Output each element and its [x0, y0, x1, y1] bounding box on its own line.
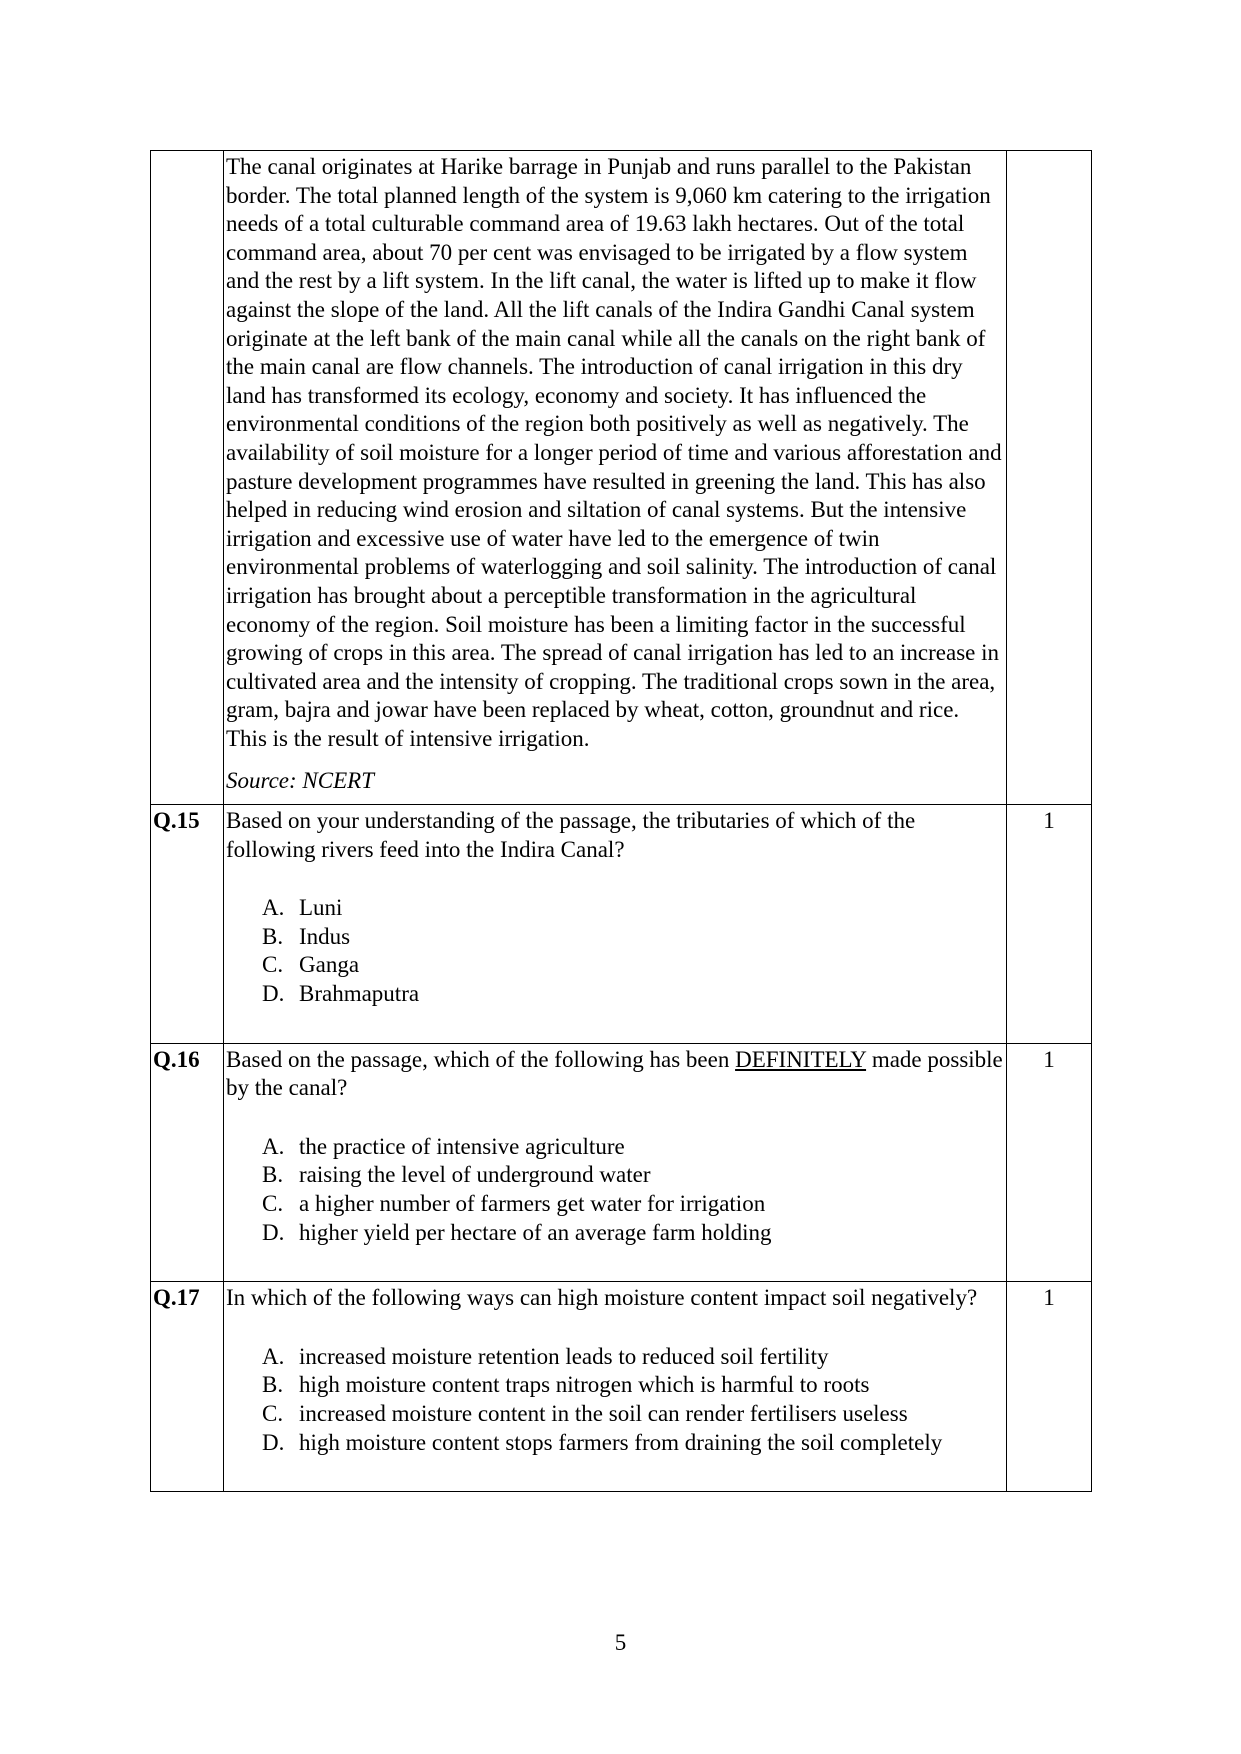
passage-source: Source: NCERT — [226, 768, 374, 794]
option-a — [262, 894, 1004, 923]
question-marks: 1 — [1007, 1043, 1092, 1282]
option-text: high moisture content stops farmers from draining the soil completely — [299, 1429, 943, 1455]
question-body — [224, 805, 1007, 1044]
option-text: higher yield per hectare of an average farm holding — [299, 1219, 772, 1245]
question-row-q15 — [151, 805, 1092, 1044]
option-text: increased moisture content in the soil can render fertilisers useless — [299, 1400, 908, 1426]
passage-marks-cell — [1007, 151, 1092, 805]
option-c — [262, 1190, 1004, 1219]
question-row-q16 — [151, 1043, 1092, 1282]
option-a — [262, 1343, 1004, 1372]
option-letter: A. — [262, 1343, 285, 1369]
question-text: Based on your understanding of the passage, the tributaries of which of the following rivers feed into the Indira Canal? — [226, 808, 916, 862]
question-emphasis-word: DEFINITELY — [735, 1046, 867, 1072]
option-letter: A. — [262, 1133, 285, 1159]
option-list — [226, 1133, 1004, 1247]
option-letter: D. — [262, 1429, 285, 1455]
question-text-after: made possible by the canal? — [226, 1046, 1003, 1101]
question-row-q17 — [151, 1282, 1092, 1492]
option-letter: C. — [262, 952, 284, 978]
option-c — [262, 1400, 1004, 1429]
question-text — [226, 1046, 1004, 1103]
option-text: high moisture content traps nitrogen which is harmful to roots — [299, 1372, 870, 1398]
option-a — [262, 1133, 1004, 1162]
option-text: raising the level of underground water — [299, 1162, 651, 1188]
question-number: Q.15 — [151, 805, 224, 1044]
option-letter: C. — [262, 1400, 284, 1426]
option-text: Luni — [299, 895, 343, 921]
option-b — [262, 1161, 1004, 1190]
option-letter: B. — [262, 1162, 284, 1188]
option-d — [262, 1429, 1004, 1458]
question-marks: 1 — [1007, 1282, 1092, 1492]
question-body — [224, 1282, 1007, 1492]
option-letter: B. — [262, 1372, 284, 1398]
passage-cell — [224, 151, 1007, 805]
option-text: Indus — [299, 923, 351, 949]
option-letter: C. — [262, 1191, 284, 1216]
option-letter: A. — [262, 895, 285, 921]
option-b — [262, 1371, 1004, 1400]
option-d — [262, 1219, 1004, 1248]
option-b — [262, 923, 1004, 952]
option-text: the practice of intensive agriculture — [299, 1133, 625, 1159]
question-body — [224, 1043, 1007, 1282]
option-letter: B. — [262, 923, 284, 949]
option-c — [262, 951, 1004, 980]
question-number: Q.17 — [151, 1282, 224, 1492]
page-number: 5 — [614, 1630, 627, 1655]
passage-qno-cell — [151, 151, 224, 805]
option-text: increased moisture retention leads to reduced soil fertility — [299, 1343, 829, 1369]
option-d — [262, 980, 1004, 1009]
option-list — [226, 1343, 1004, 1457]
option-list — [226, 894, 1004, 1008]
question-table — [150, 150, 1092, 1492]
option-letter: D. — [262, 1219, 285, 1245]
question-text: In which of the following ways can high moisture content impact soil negatively? — [226, 1285, 978, 1311]
question-number: Q.16 — [151, 1043, 224, 1282]
passage-row — [151, 151, 1092, 805]
passage-text: The canal originates at Harike barrage in Punjab and runs parallel to the Pakistan border. The total planned length of the system is 9,060 km catering to the irrigation needs of a total culturable command area of 19.63 lakh hectares. Out of the total command area, about 70 per cent was envisaged to be irrigated by a flow system and the rest by a lift system. In the lift canal, the water is lifted up to make it flow against the slope of the land. All the lift canals of the Indira Gandhi Canal system originate at the left bank of the main canal while all the canals on the right bank of the main canal are flow channels. The introduction of canal irrigation in this dry land has transformed its ecology, economy and society. It has influenced the environmental conditions of the region both positively as well as negatively. The availability of soil moisture for a longer period of time and various afforestation and pasture development programmes have resulted in greening the land. This has also helped in reducing wind erosion and siltation of canal systems. But the intensive irrigation and excessive use of water have led to the emergence of twin environmental problems of waterlogging and soil salinity. The introduction of canal irrigation has brought about a perceptible transformation in the agricultural economy of the region. Soil moisture has been a limiting factor in the successful growing of crops in this area. The spread of canal irrigation has led to an increase in cultivated area and the intensity of cropping. The traditional crops sown in the area, gram, bajra and jowar have been replaced by wheat, cotton, groundnut and rice. This is the result of intensive irrigation. — [226, 154, 1002, 751]
option-text: Brahmaputra — [299, 981, 420, 1007]
question-marks: 1 — [1007, 805, 1092, 1044]
question-text-before: Based on the passage, which of the following has been — [226, 1046, 736, 1072]
option-text: a higher number of farmers get water for irrigation — [299, 1191, 766, 1216]
option-letter: D. — [262, 981, 285, 1007]
option-text: Ganga — [299, 952, 360, 978]
